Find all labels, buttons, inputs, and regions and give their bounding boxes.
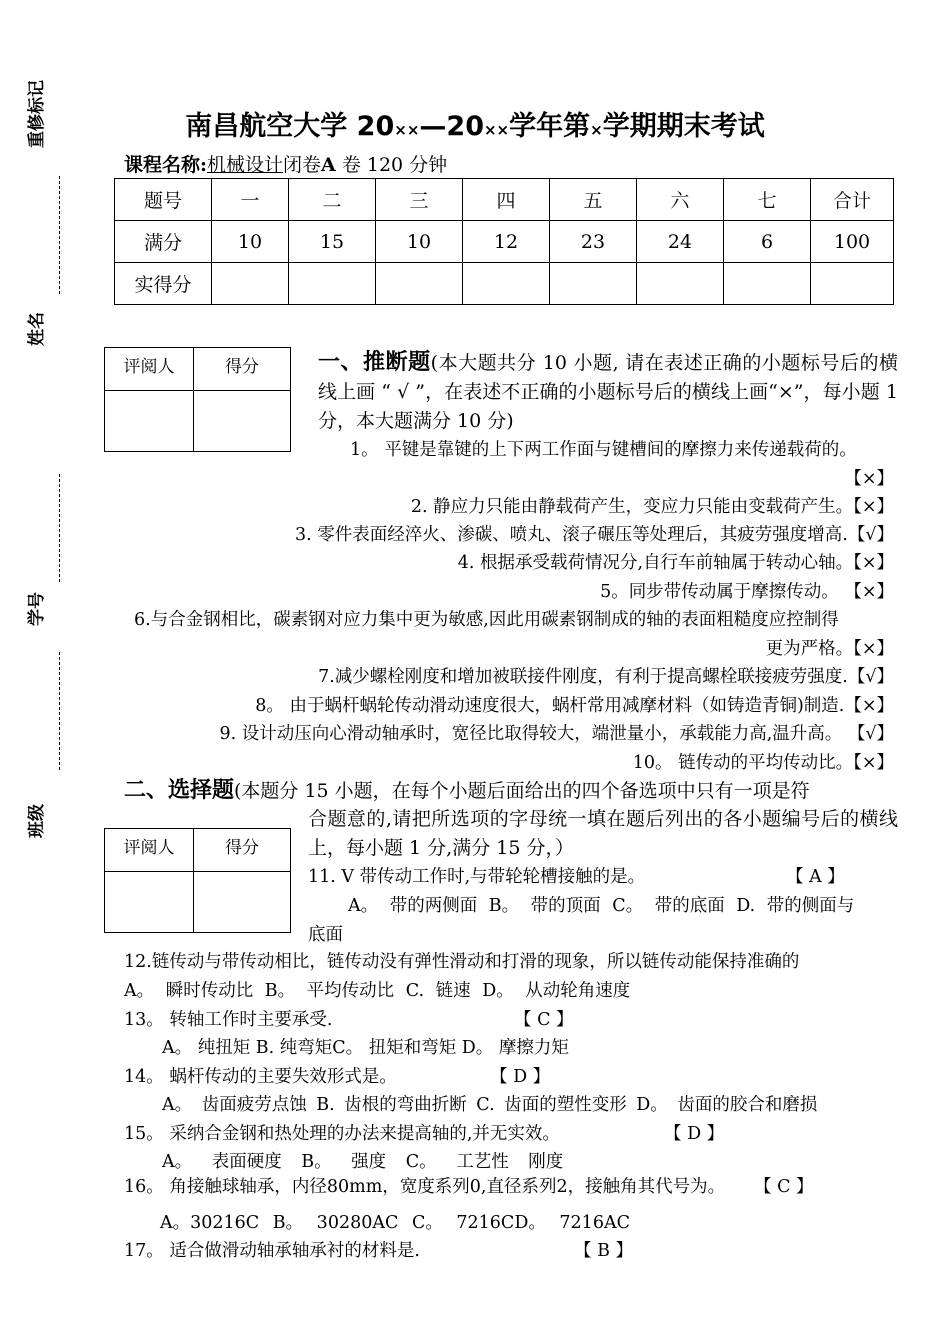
- question-14: 14。 蜗杆传动的主要失效形式是。: [124, 1067, 397, 1087]
- header-cell: 二: [289, 179, 376, 221]
- exam-mode: 闭卷: [283, 154, 322, 176]
- question-2: 2. 静应力只能由静载荷产生，变应力只能由变载荷产生。【×】: [410, 497, 894, 517]
- score-table: [114, 178, 894, 305]
- reviewer-cell[interactable]: [105, 872, 194, 933]
- question-8: 8。 由于蜗杆蜗轮传动滑动速度很大，蜗杆常用减摩材料（如铸造青铜)制造.【×】: [255, 696, 894, 716]
- full-score-cell: 15: [289, 221, 376, 263]
- question-4: 4. 根据承受载荷情况分,自行车前轴属于转动心轴。【×】: [457, 553, 894, 573]
- reviewer-cell[interactable]: [105, 391, 194, 452]
- section1-intro: [318, 348, 898, 436]
- row-label-actual-score: 实得分: [115, 263, 212, 305]
- question-6: 6.与合金钢相比，碳素钢对应力集中更为敏感,因此用碳素钢制成的轴的表面粗糙度应控制得: [134, 610, 839, 630]
- title-part: 学期期末考试: [602, 111, 765, 142]
- full-score-cell: 23: [550, 221, 637, 263]
- id-line: [59, 652, 60, 770]
- options-14: A。 齿面疲劳点蚀 B. 齿根的弯曲折断 C. 齿面的塑性变形 D。 齿面的胶合和磨损: [162, 1095, 818, 1115]
- reviewer-box-1: [104, 347, 291, 452]
- score-label: 得分: [194, 829, 291, 872]
- full-score-cell: 12: [463, 221, 550, 263]
- full-score-cell: 10: [376, 221, 463, 263]
- row-label-question-no: 题号: [115, 179, 212, 221]
- question-13: 13。 转轴工作时主要承受.: [124, 1010, 333, 1030]
- answer-1: 【×】: [844, 469, 894, 489]
- full-score-cell: 10: [212, 221, 289, 263]
- section2-intro-line2: 合题意的,请把所选项的字母统一填在题后列出的各小题编号后的横线上，每小题 1 分,满分 15 分，）: [308, 808, 898, 859]
- actual-score-cell[interactable]: [289, 263, 376, 305]
- header-cell: 一: [212, 179, 289, 221]
- answer-14: 【 D 】: [490, 1067, 551, 1087]
- answer-13: 【 C 】: [514, 1010, 574, 1030]
- answer-17: 【 B 】: [574, 1241, 633, 1261]
- title-placeholder: ×: [590, 121, 603, 139]
- student-id-label: 学号: [27, 592, 47, 626]
- full-score-cell: 6: [724, 221, 811, 263]
- header-cell: 五: [550, 179, 637, 221]
- actual-score-cell[interactable]: [550, 263, 637, 305]
- reviewer-box-2: [104, 828, 291, 933]
- title-part: —20: [419, 111, 484, 142]
- paper-type: A: [321, 154, 336, 176]
- question-12: 12.链传动与带传动相比，链传动没有弹性滑动和打滑的现象，所以链传动能保持准确的: [124, 952, 800, 972]
- question-7: 7.减少螺栓刚度和增加被联接件刚度，有利于提高螺栓联接疲劳强度.【√】: [318, 667, 894, 687]
- section1-instructions: (本大题共分 10 小题, 请在表述正确的小题标号后的横线上画 “ √ ”，在表述不正确的小题标号后的横线上画“×”，每小题 1 分，本大题满分 10 分): [318, 352, 898, 432]
- title-placeholder: ××: [394, 121, 420, 139]
- score-label: 得分: [194, 348, 291, 391]
- options-12: A。 瞬时传动比 B。 平均传动比 C. 链速 D。 从动轮角速度: [124, 981, 631, 1001]
- question-6-cont: 更为严格。【×】: [765, 639, 894, 659]
- header-cell: 合计: [811, 179, 894, 221]
- question-9: 9. 设计动压向心滑动轴承时，宽径比取得较大，端泄量小，承载能力高,温升高。 【√】: [219, 724, 894, 744]
- table-row: [115, 263, 894, 305]
- header-cell: 三: [376, 179, 463, 221]
- full-score-cell: 100: [811, 221, 894, 263]
- question-1: 1。 平键是靠键的上下两工作面与键槽间的摩擦力来传递载荷的。: [350, 440, 857, 460]
- course-name: 机械设计: [207, 154, 284, 176]
- header-cell: 四: [463, 179, 550, 221]
- actual-score-cell[interactable]: [212, 263, 289, 305]
- question-10: 10。 链传动的平均传动比。【×】: [632, 753, 894, 773]
- header-cell: 六: [637, 179, 724, 221]
- full-score-cell: 24: [637, 221, 724, 263]
- actual-score-cell[interactable]: [724, 263, 811, 305]
- actual-score-cell[interactable]: [637, 263, 724, 305]
- exam-duration: 卷 120 分钟: [335, 154, 448, 176]
- title-part: 南昌航空大学 20: [185, 111, 395, 142]
- options-15: A。 表面硬度 B。 强度 C。 工艺性 刚度: [162, 1152, 564, 1172]
- answer-16: 【 C 】: [754, 1177, 814, 1197]
- retake-mark-label: 重修标记: [27, 80, 47, 148]
- actual-score-cell[interactable]: [376, 263, 463, 305]
- reviewer-label: 评阅人: [105, 829, 194, 872]
- question-15: 15。 采纳合金钢和热处理的办法来提高轴的,并无实效。: [124, 1124, 560, 1144]
- question-3: 3. 零件表面经淬火、渗碳、喷丸、滚子碾压等处理后，其疲劳强度增高.【√】: [295, 525, 894, 545]
- options-16: A。30216C B。 30280AC C。 7216CD。 7216AC: [160, 1213, 630, 1233]
- section2-intro-line1: [124, 776, 898, 806]
- reviewer-label: 评阅人: [105, 348, 194, 391]
- row-label-full-score: 满分: [115, 221, 212, 263]
- score-cell[interactable]: [194, 391, 291, 452]
- answer-11: 【 A 】: [786, 867, 845, 887]
- actual-score-cell[interactable]: [811, 263, 894, 305]
- question-17: 17。 适合做滑动轴承轴承衬的材料是.: [124, 1241, 420, 1261]
- section2-instructions: (本题分 15 小题，在每个小题后面给出的四个备选项中只有一项是符: [234, 780, 810, 802]
- course-info: [124, 150, 447, 177]
- title-part: 学年第: [509, 111, 591, 142]
- class-label: 班级: [27, 804, 47, 838]
- actual-score-cell[interactable]: [463, 263, 550, 305]
- options-13: A。 纯扭矩 B. 纯弯矩C。 扭矩和弯矩 D。 摩擦力矩: [162, 1038, 569, 1058]
- table-row: [115, 221, 894, 263]
- question-5: 5。同步带传动属于摩擦传动。 【×】: [600, 582, 894, 602]
- score-cell[interactable]: [194, 872, 291, 933]
- title-placeholder: ××: [483, 121, 510, 139]
- options-11-cont: 底面: [308, 925, 343, 945]
- section1-heading: 一、推断题: [318, 350, 431, 375]
- options-11: A。 带的两侧面 B。 带的顶面 C。 带的底面 D. 带的侧面与: [348, 896, 855, 916]
- section2-heading: 二、选择题: [124, 778, 235, 803]
- question-11: 11. V 带传动工作时,与带轮轮槽接触的是。: [308, 867, 646, 887]
- course-label: 课程名称:: [124, 154, 208, 176]
- answer-15: 【 D 】: [664, 1124, 725, 1144]
- question-16: 16。 角接触球轴承，内径80mm，宽度系列0,直径系列2，接触角其代号为。: [124, 1177, 726, 1197]
- page-title: [0, 104, 950, 143]
- table-row: [115, 179, 894, 221]
- header-cell: 七: [724, 179, 811, 221]
- name-label: 姓名: [27, 312, 47, 346]
- retake-line: [59, 176, 60, 294]
- name-line: [59, 474, 60, 582]
